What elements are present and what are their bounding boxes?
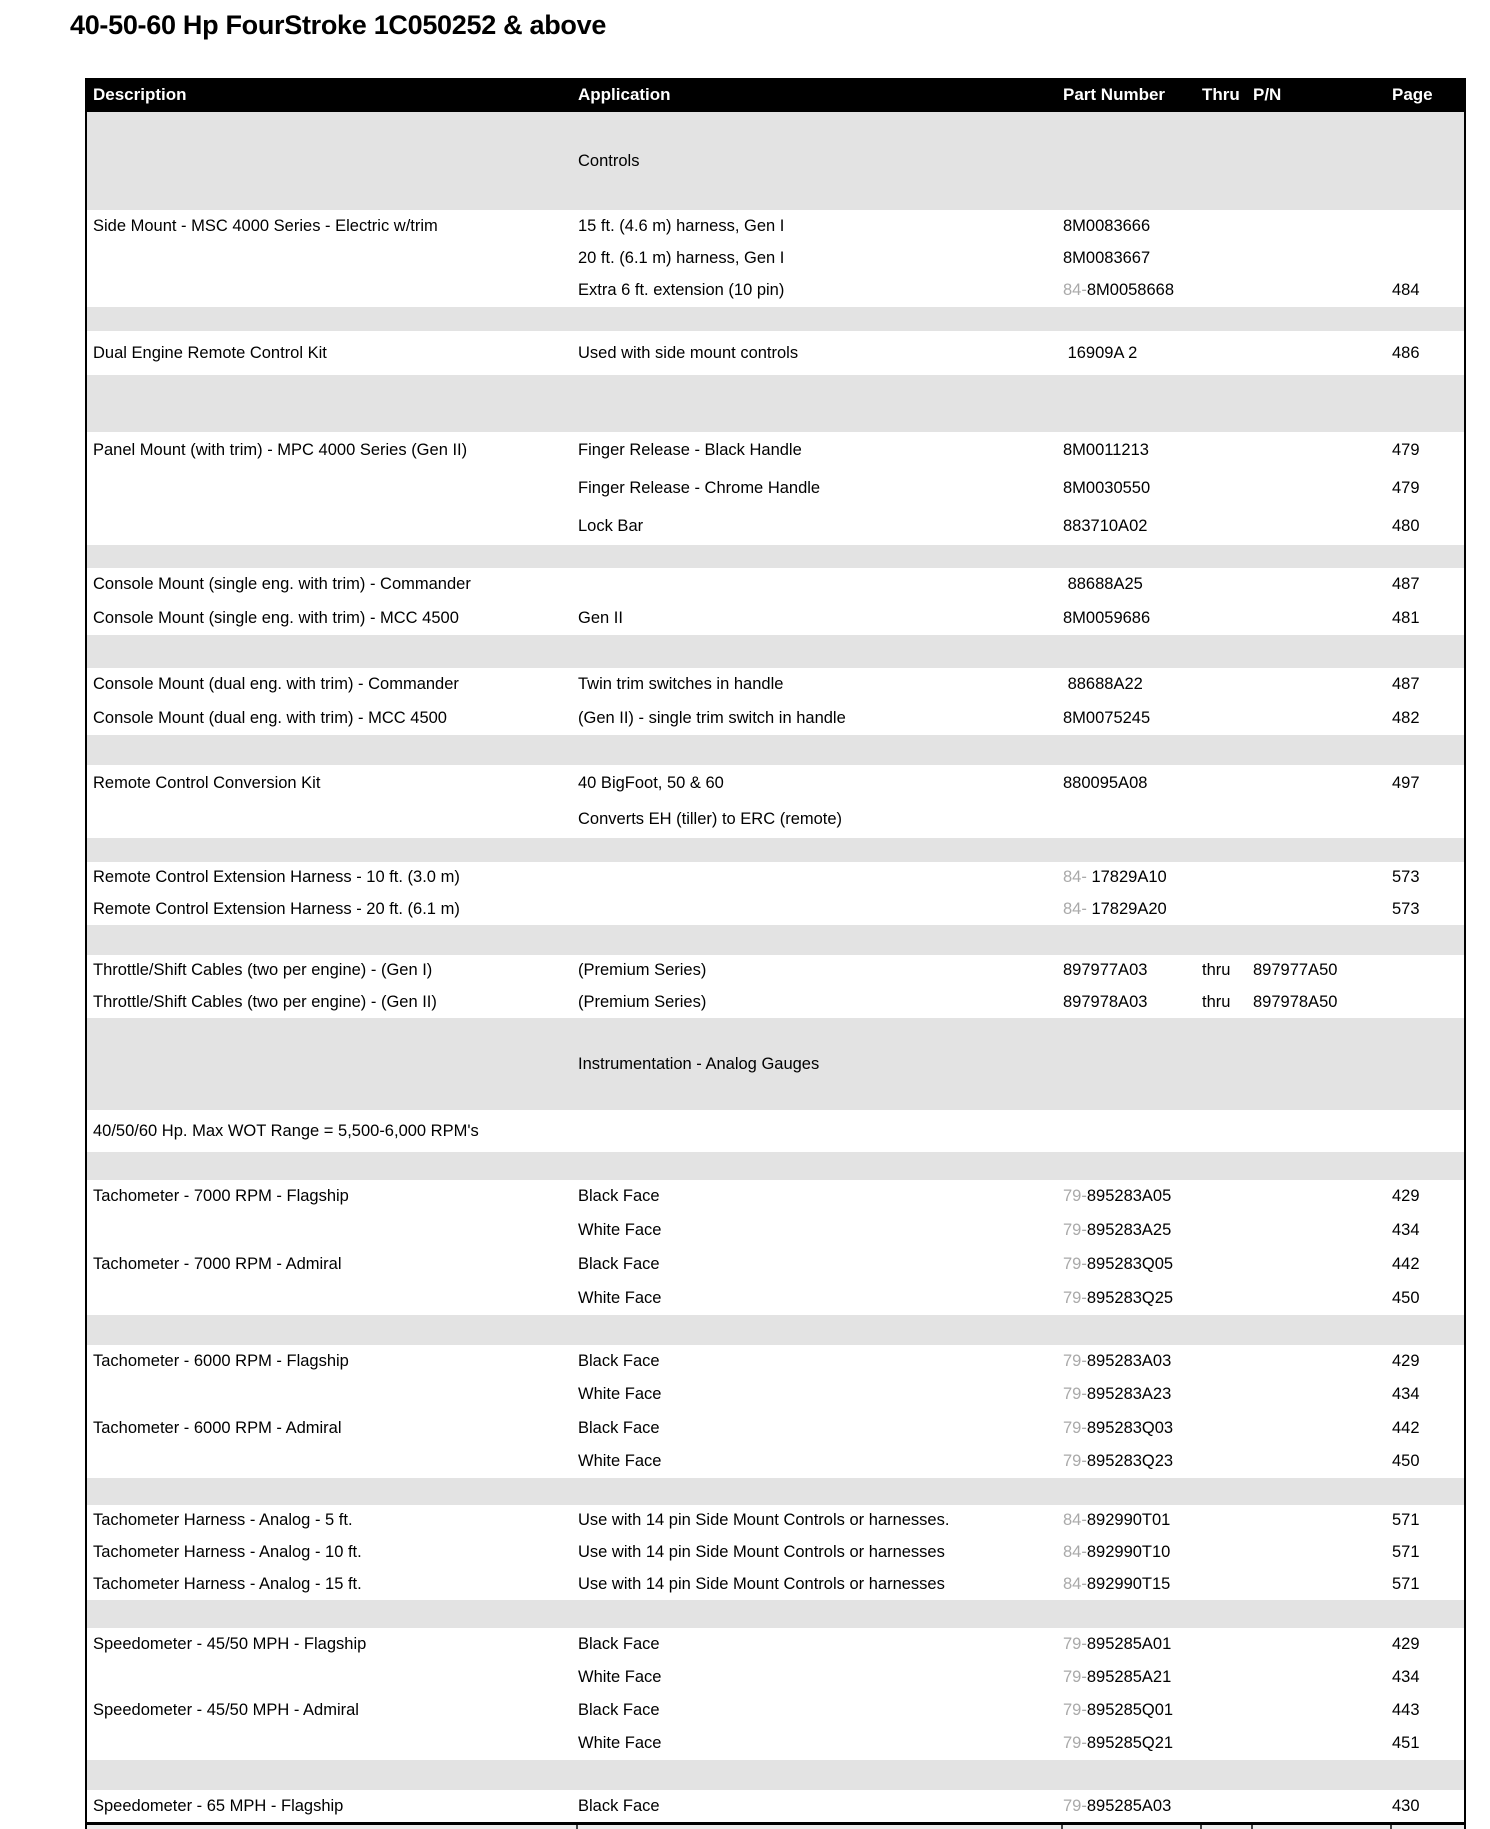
cell-description: Tachometer - 6000 RPM - Admiral	[93, 1418, 342, 1437]
cell-page: 442	[1392, 1254, 1420, 1273]
row-band	[87, 765, 1464, 838]
cell-application: Converts EH (tiller) to ERC (remote)	[578, 810, 843, 829]
part-number-text: 16909A 2	[1063, 343, 1138, 362]
table-row	[87, 1505, 1464, 1537]
cell-part-number	[1059, 961, 1198, 980]
dealer-prefix: 79-	[1063, 1734, 1087, 1752]
cell-part-number	[1059, 1221, 1198, 1240]
cell-pn: 897978A50	[1253, 992, 1338, 1011]
separator-band	[87, 635, 1464, 668]
cell-part-number	[1059, 1452, 1198, 1471]
col-header-pn: P/N	[1253, 85, 1282, 104]
part-number-text: 895283Q03	[1086, 1418, 1174, 1437]
table-row	[87, 987, 1464, 1019]
cell-page: 481	[1392, 608, 1420, 627]
cell-application: Black Face	[578, 1352, 660, 1371]
table-row	[87, 1248, 1464, 1282]
cell-application: Black Face	[578, 1796, 660, 1815]
cell-page: 434	[1392, 1668, 1420, 1686]
cell-description: Speedometer - 65 MPH - Flagship	[93, 1796, 344, 1815]
cell-page: 571	[1392, 1543, 1420, 1561]
cell-description: Tachometer Harness - Analog - 5 ft.	[93, 1511, 353, 1530]
dealer-prefix: 79-	[1063, 1187, 1087, 1206]
table-body	[87, 112, 1464, 1822]
column-divider-tick	[1200, 1825, 1202, 1829]
cell-application: Finger Release - Chrome Handle	[578, 479, 821, 497]
part-number-text: 895285Q21	[1086, 1734, 1174, 1752]
cell-part-number	[1059, 281, 1198, 300]
cell-application: (Premium Series)	[578, 961, 707, 980]
cell-page: 442	[1392, 1418, 1420, 1437]
cell-description: 40/50/60 Hp. Max WOT Range = 5,500-6,000 RPM's	[93, 1121, 479, 1140]
column-divider-tick	[1251, 1825, 1253, 1829]
part-number-text: 897977A03	[1063, 961, 1148, 980]
cell-part-number	[1059, 709, 1198, 728]
cell-page: 429	[1392, 1635, 1420, 1653]
cell-page: 482	[1392, 708, 1420, 727]
dealer-prefix: 79-	[1063, 1288, 1087, 1307]
cell-part-number	[1059, 1352, 1198, 1371]
part-number-text: 88688A22	[1063, 675, 1143, 694]
cell-page: 571	[1392, 1511, 1420, 1530]
cell-application: 15 ft. (4.6 m) harness, Gen I	[578, 216, 785, 235]
cell-page: 480	[1392, 516, 1420, 535]
part-number-text: 897978A03	[1063, 992, 1148, 1011]
row-band	[87, 331, 1464, 375]
table-row	[87, 955, 1464, 987]
dealer-prefix: 84-	[1063, 1511, 1087, 1530]
col-header-page: Page	[1392, 85, 1433, 104]
part-number-text: 892990T01	[1086, 1511, 1171, 1530]
cell-page: 487	[1392, 675, 1420, 694]
table-row	[87, 1694, 1464, 1727]
table-row	[87, 1378, 1464, 1411]
table-row	[87, 432, 1464, 470]
table-row	[87, 275, 1464, 307]
separator-band	[87, 375, 1464, 432]
table-header-row	[87, 78, 1464, 112]
cell-application: Black Face	[578, 1418, 660, 1437]
cell-page: 571	[1392, 1574, 1420, 1593]
table-row	[87, 1180, 1464, 1214]
cell-description: Speedometer - 45/50 MPH - Flagship	[93, 1635, 367, 1653]
cell-part-number	[1059, 1289, 1198, 1308]
section-band	[87, 112, 1464, 210]
cell-part-number	[1059, 1575, 1198, 1594]
cell-application: 20 ft. (6.1 m) harness, Gen I	[578, 248, 785, 267]
cell-part-number	[1059, 441, 1198, 460]
cell-description: Throttle/Shift Cables (two per engine) - (Gen I)	[93, 961, 433, 980]
table-row	[87, 1445, 1464, 1478]
table-row	[87, 507, 1464, 545]
cell-part-number	[1059, 1734, 1198, 1753]
table-row	[87, 1790, 1464, 1822]
cell-part-number	[1059, 1419, 1198, 1438]
cell-part-number	[1059, 575, 1198, 594]
cell-part-number	[1059, 1255, 1198, 1274]
cell-application: Black Face	[578, 1254, 660, 1273]
separator-band	[87, 1152, 1464, 1180]
dealer-prefix: 79-	[1063, 1451, 1087, 1470]
table-row	[87, 802, 1464, 839]
table-row	[87, 702, 1464, 736]
table-row	[87, 602, 1464, 636]
row-band	[87, 1628, 1464, 1760]
cell-description: Throttle/Shift Cables (two per engine) - (Gen II)	[93, 992, 437, 1011]
cell-application: Extra 6 ft. extension (10 pin)	[578, 281, 785, 300]
cell-application: Twin trim switches in handle	[578, 675, 784, 694]
part-number-text: 895283Q23	[1086, 1451, 1174, 1470]
part-number-text: 8M0011213	[1063, 441, 1149, 460]
dealer-prefix: 84-	[1063, 281, 1087, 300]
cell-page: 430	[1392, 1796, 1420, 1815]
cell-description: Tachometer Harness - Analog - 15 ft.	[93, 1574, 362, 1593]
dealer-prefix: 84-	[1063, 868, 1087, 887]
cell-thru: thru	[1202, 992, 1231, 1011]
cell-application: (Gen II) - single trim switch in handle	[578, 708, 846, 727]
separator-band	[87, 1760, 1464, 1790]
cell-application: Use with 14 pin Side Mount Controls or harnesses	[578, 1543, 945, 1561]
cell-part-number	[1059, 1701, 1198, 1720]
part-number-text: 895283A05	[1086, 1187, 1172, 1206]
dealer-prefix: 79-	[1063, 1221, 1087, 1240]
row-band	[87, 668, 1464, 735]
part-number-text: 892990T10	[1086, 1543, 1171, 1561]
table-row	[87, 1568, 1464, 1600]
cell-application: White Face	[578, 1668, 662, 1686]
cell-application: Use with 14 pin Side Mount Controls or harnesses	[578, 1574, 945, 1593]
part-number-text: 883710A02	[1063, 516, 1148, 535]
cell-application: Used with side mount controls	[578, 343, 799, 362]
cell-application: White Face	[578, 1385, 662, 1404]
cell-page: 450	[1392, 1451, 1420, 1470]
part-number-text: 8M0083666	[1063, 216, 1151, 235]
cell-thru: thru	[1202, 961, 1231, 980]
row-band	[87, 1790, 1464, 1822]
cell-page: 429	[1392, 1187, 1420, 1206]
part-number-text: 895283A25	[1086, 1221, 1172, 1240]
row-band	[87, 432, 1464, 545]
col-header-part-number: Part Number	[1063, 85, 1166, 104]
cell-application: (Premium Series)	[578, 992, 707, 1011]
part-number-text: 895283A03	[1086, 1352, 1172, 1371]
cell-description: Tachometer Harness - Analog - 10 ft.	[93, 1543, 362, 1561]
part-number-text: 17829A20	[1086, 899, 1167, 918]
cell-application: Black Face	[578, 1701, 660, 1719]
part-number-text: 88688A25	[1063, 575, 1143, 594]
dealer-prefix: 79-	[1063, 1352, 1087, 1371]
dealer-prefix: 79-	[1063, 1418, 1087, 1437]
cell-part-number	[1059, 1543, 1198, 1562]
cell-part-number	[1059, 1187, 1198, 1206]
column-divider-tick	[1061, 1825, 1063, 1829]
cell-description: Console Mount (single eng. with trim) - MCC 4500	[93, 608, 459, 627]
part-number-text: 880095A08	[1063, 773, 1148, 792]
row-band	[87, 1345, 1464, 1478]
table-row	[87, 1412, 1464, 1445]
part-number-text: 895285A03	[1086, 1796, 1172, 1815]
cell-page: 487	[1392, 575, 1420, 594]
cell-description: Console Mount (dual eng. with trim) - Commander	[93, 675, 459, 694]
cell-description: Console Mount (dual eng. with trim) - MCC 4500	[93, 708, 447, 727]
part-number-text: 8M0083667	[1063, 248, 1151, 267]
cell-part-number	[1059, 479, 1198, 498]
column-divider-tick	[576, 1825, 578, 1829]
cell-description: Remote Control Extension Harness - 10 ft. (3.0 m)	[93, 868, 460, 887]
cell-part-number	[1059, 517, 1198, 536]
section-title: Instrumentation - Analog Gauges	[578, 1054, 820, 1073]
cell-part-number	[1059, 217, 1198, 236]
part-number-text: 895283Q25	[1086, 1288, 1174, 1307]
separator-band	[87, 838, 1464, 862]
cell-page: 484	[1392, 281, 1420, 300]
cell-application: Gen II	[578, 608, 623, 627]
row-band	[87, 862, 1464, 925]
cell-page: 573	[1392, 899, 1420, 918]
cell-application: Use with 14 pin Side Mount Controls or harnesses.	[578, 1511, 950, 1530]
cell-part-number	[1059, 868, 1198, 887]
cell-application: 40 BigFoot, 50 & 60	[578, 773, 724, 792]
cell-page: 450	[1392, 1288, 1420, 1307]
cell-part-number	[1059, 1797, 1198, 1816]
table-row	[87, 210, 1464, 242]
dealer-prefix: 84-	[1063, 899, 1087, 918]
part-number-text: 895285Q01	[1086, 1701, 1174, 1719]
cell-description: Speedometer - 45/50 MPH - Admiral	[93, 1701, 359, 1719]
column-divider-tick	[1390, 1825, 1392, 1829]
row-band	[87, 1180, 1464, 1315]
cell-description: Tachometer - 6000 RPM - Flagship	[93, 1352, 349, 1371]
part-number-text: 892990T15	[1086, 1574, 1171, 1593]
page-title: 40-50-60 Hp FourStroke 1C050252 & above	[70, 10, 607, 40]
part-number-text: 895283Q05	[1086, 1254, 1174, 1273]
part-number-text: 895283A23	[1086, 1385, 1172, 1404]
cell-page: 429	[1392, 1352, 1420, 1371]
cell-page: 479	[1392, 441, 1420, 460]
dealer-prefix: 79-	[1063, 1796, 1087, 1815]
cell-description: Console Mount (single eng. with trim) - Commander	[93, 575, 471, 594]
cell-description: Tachometer - 7000 RPM - Admiral	[93, 1254, 342, 1273]
cell-part-number	[1059, 675, 1198, 694]
table-row	[87, 1727, 1464, 1760]
separator-band	[87, 925, 1464, 955]
dealer-prefix: 79-	[1063, 1668, 1087, 1686]
part-number-text: 8M0059686	[1063, 608, 1151, 627]
cell-description: Panel Mount (with trim) - MPC 4000 Series (Gen II)	[93, 441, 468, 460]
row-band	[87, 1505, 1464, 1600]
part-number-text: 895285A21	[1086, 1668, 1172, 1686]
separator-band	[87, 735, 1464, 765]
cell-application: Finger Release - Black Handle	[578, 441, 802, 460]
table-row	[87, 1281, 1464, 1315]
cell-application: Lock Bar	[578, 516, 644, 535]
cell-application: Black Face	[578, 1635, 660, 1653]
cell-page: 443	[1392, 1701, 1420, 1719]
table-row	[87, 1537, 1464, 1569]
dealer-prefix: 79-	[1063, 1635, 1087, 1653]
table-row	[87, 1628, 1464, 1661]
cell-part-number	[1059, 993, 1198, 1012]
cell-page: 486	[1392, 343, 1420, 362]
section-title: Controls	[578, 151, 640, 170]
part-number-text: 17829A10	[1086, 868, 1167, 887]
col-header-thru: Thru	[1202, 85, 1240, 104]
table-row	[87, 1661, 1464, 1694]
cell-page: 573	[1392, 868, 1420, 887]
row-band	[87, 568, 1464, 635]
dealer-prefix: 79-	[1063, 1701, 1087, 1719]
dealer-prefix: 79-	[1063, 1385, 1087, 1404]
cell-page: 497	[1392, 773, 1420, 792]
cell-part-number	[1059, 344, 1198, 363]
row-band	[87, 1110, 1464, 1152]
col-header-description: Description	[93, 85, 187, 104]
dealer-prefix: 84-	[1063, 1543, 1087, 1561]
separator-band	[87, 1315, 1464, 1345]
cell-pn: 897977A50	[1253, 961, 1338, 980]
table-row	[87, 1345, 1464, 1378]
separator-band	[87, 545, 1464, 568]
cell-part-number	[1059, 1668, 1198, 1687]
table-row	[87, 765, 1464, 802]
parts-table	[85, 78, 1466, 1829]
next-row-sliver	[87, 1825, 1464, 1829]
separator-band	[87, 1600, 1464, 1628]
table-row	[87, 242, 1464, 274]
cell-description: Tachometer - 7000 RPM - Flagship	[93, 1187, 349, 1206]
table-row	[87, 568, 1464, 602]
cell-page: 434	[1392, 1221, 1420, 1240]
cell-part-number	[1059, 1385, 1198, 1404]
cell-description: Remote Control Conversion Kit	[93, 773, 321, 792]
part-number-text: 8M0075245	[1063, 708, 1151, 727]
cell-page: 451	[1392, 1734, 1420, 1752]
table-row	[87, 1214, 1464, 1248]
table-row	[87, 1110, 1464, 1152]
table-row	[87, 331, 1464, 375]
part-number-text: 8M0030550	[1063, 479, 1151, 497]
cell-part-number	[1059, 900, 1198, 919]
cell-page: 434	[1392, 1385, 1420, 1404]
table-row	[87, 862, 1464, 894]
cell-page: 479	[1392, 479, 1420, 497]
cell-part-number	[1059, 774, 1198, 793]
cell-description: Side Mount - MSC 4000 Series - Electric w/trim	[93, 216, 438, 235]
cell-application: White Face	[578, 1288, 662, 1307]
table-row	[87, 470, 1464, 508]
part-number-text: 895285A01	[1086, 1635, 1172, 1653]
row-band	[87, 955, 1464, 1018]
cell-application: Black Face	[578, 1187, 660, 1206]
cell-application: White Face	[578, 1221, 662, 1240]
section-band	[87, 1018, 1464, 1110]
table-row	[87, 894, 1464, 926]
row-band	[87, 210, 1464, 307]
cell-application: White Face	[578, 1734, 662, 1752]
separator-band	[87, 307, 1464, 331]
table-row	[87, 668, 1464, 702]
cell-description: Dual Engine Remote Control Kit	[93, 343, 327, 362]
part-number-text: 8M0058668	[1086, 281, 1175, 300]
cell-part-number	[1059, 609, 1198, 628]
cell-part-number	[1059, 249, 1198, 268]
cell-description: Remote Control Extension Harness - 20 ft. (6.1 m)	[93, 899, 460, 918]
dealer-prefix: 79-	[1063, 1254, 1087, 1273]
cell-application: White Face	[578, 1451, 662, 1470]
dealer-prefix: 84-	[1063, 1574, 1087, 1593]
cell-part-number	[1059, 1511, 1198, 1530]
separator-band	[87, 1478, 1464, 1505]
col-header-application: Application	[578, 85, 671, 104]
cell-part-number	[1059, 1635, 1198, 1654]
